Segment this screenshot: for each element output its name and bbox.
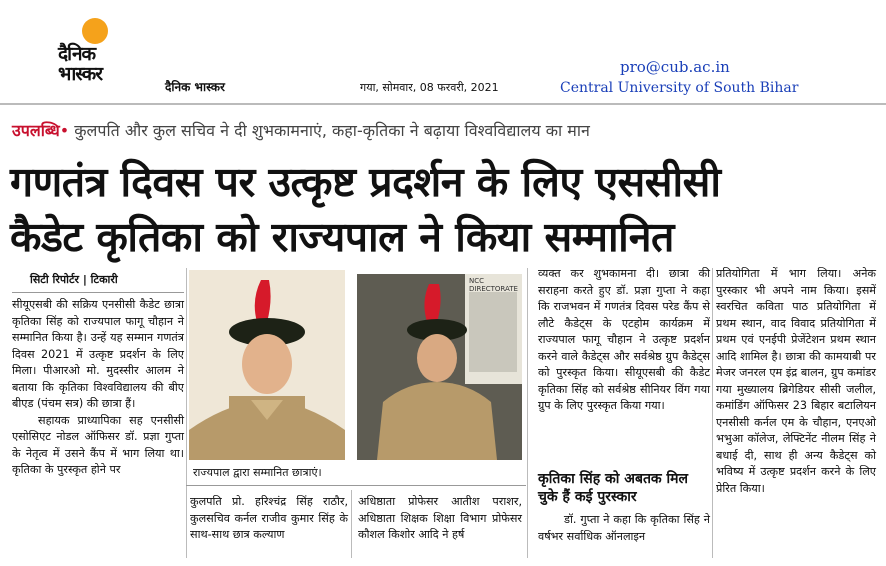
kicker-bullet: • [59,121,75,140]
column-4-paragraph-2: डॉ. गुप्ता ने कहा कि कृतिका सिंह ने वर्षभर सर्वाधिक ऑनलाइन [538,513,710,543]
university-name: Central University of South Bihar [560,80,799,96]
newspaper-small-logo: दैनिक भास्कर [165,80,225,94]
column-1 [12,297,184,479]
column-3: अधिष्ठाता प्रोफेसर आतीश पराशर, अधिष्ठाता शिक्षक शिक्षा विभाग प्रोफेसर कौशल किशोर आदि ने हर्ष [358,495,522,541]
photo-caption: राज्यपाल द्वारा सम्मानित छात्राएं। [193,466,322,479]
column-divider [712,268,713,558]
masthead-divider [0,103,886,105]
kicker-label: उपलब्धि [12,121,60,140]
cadet-photo-2 [357,274,522,460]
newspaper-logo: दैनिक भास्कर [58,43,103,85]
photo-sign-text: NCC DIRECTORATE [469,277,518,293]
email-address: pro@cub.ac.in [620,58,730,76]
logo-sun-icon [82,18,108,44]
byline-divider [12,292,184,293]
column-1-paragraph-1: सीयूएसबी की सक्रिय एनसीसी कैडेट छात्रा कृतिका सिंह को राज्यपाल फागू चौहान ने सम्मानित किया है। उन्हें यह सम्मान गणतंत्र दिवस 2021 में उत्कृष्ट प्रदर्शन के लिए मिला। पीआरओ मो. मुदस्सीर आलम ने बताया कि कृतिका विश्वविद्यालय की बीए बीएड (पंचम सत्र) की छात्रा हैं। [12,298,184,410]
kicker-text: कुलपति और कुल सचिव ने दी शुभकामनाएं, कहा-कृतिका ने बढ़ाया विश्वविद्यालय का मान [74,121,590,140]
column-divider [527,268,528,558]
dateline: गया, सोमवार, 08 फरवरी, 2021 [360,81,499,94]
column-divider [351,490,352,558]
byline: सिटी रिपोर्टर | टिकारी [30,273,118,286]
column-2: कुलपति प्रो. हरिश्चंद्र सिंह राठौर, कुलसचिव कर्नल राजीव कुमार सिंह के साथ-साथ छात्र कल्याण [190,495,348,541]
column-1-paragraph-2: सहायक प्राध्यापिका सह एनसीसी एसोसिएट नोडल ऑफिसर डॉ. प्रज्ञा गुप्ता के नेतृत्व में उसने कैंप में भाग लिया था। कृतिका के पुरस्कृत होने पर [12,413,184,476]
headline-line-1: गणतंत्र दिवस पर उत्कृष्ट प्रदर्शन के लिए एससीसी [10,158,721,206]
cadet-standing-illustration [357,274,522,460]
column-4-subhead: कृतिका सिंह को अबतक मिल चुके हैं कई पुरस्कार [538,471,689,505]
column-divider [186,268,187,558]
cadet-portrait-illustration [189,270,345,460]
column-4-paragraph-1: व्यक्त कर शुभकामना दी। छात्रा की सराहना करते हुए डॉ. प्रज्ञा गुप्ता ने कहा कि राजभवन में गणतंत्र दिवस परेड कैंप से लौटे कैडेट्स के एटहोम कार्यक्रम में राज्यपाल फागू चौहान ने उत्कृष्ट प्रदर्शन करने वाले कैडेट्स और सर्वश्रेष्ठ ग्रुप कैडेट्स को पुरस्कृत किया। सीयूएसबी की कैडेट कृतिका सिंह को सर्वश्रेष्ठ सीनियर विंग गया ग्रुप के लिए पुरस्कृत किया गया। [538,267,710,412]
caption-divider [186,485,526,486]
headline-line-2: कैडेट कृतिका को राज्यपाल ने किया सम्मानित [10,213,674,261]
column-5: प्रतियोगिता में भाग लिया। अनेक पुरस्कार भी अपने नाम किया। इसमें स्वरचित कविता पाठ प्रतियोगिता में प्रथम स्थान, वाद विवाद प्रतियोगिता में प्रथम एवं एनईपी प्रेजेंटेशन प्रथम स्थान आदि शामिल है। छात्रा की कामयाबी पर मेजर जनरल एम इंद्र बालन, ग्रुप कमांडर गया मुख्यालय ब्रिगेडियर सीसी जलील, कमांडिंग ऑफिसर 23 बिहार बटालियन एनसीसी कर्नल एम के चौहान, एनएओ भभुआ कॉलेज, लेफ्टिनेंट नीलम सिंह ने बधाई दी, साथ ही अन्य कैडेट्स को भविष्य में उत्कृष्ट प्रदर्शन करने के लिए प्रेरित किया। [716,267,876,495]
kicker [12,119,590,141]
cadet-photo-1 [189,270,345,460]
